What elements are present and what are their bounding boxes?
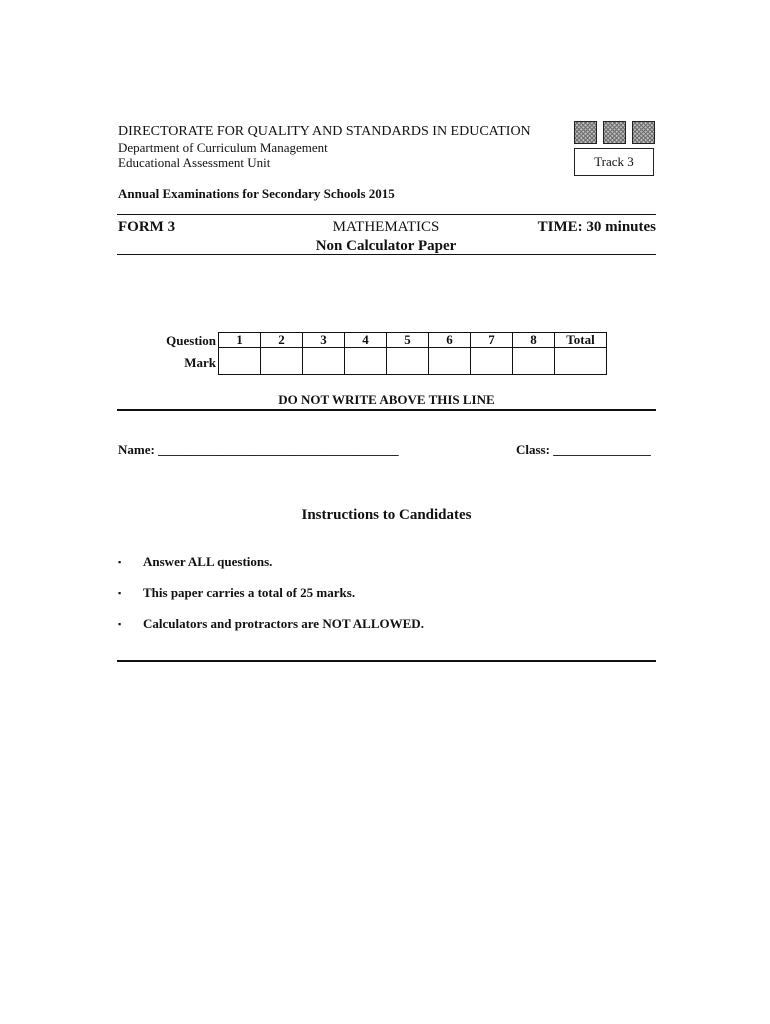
marks-table [218, 332, 607, 375]
question-number: 4 [345, 333, 387, 348]
divider [117, 214, 656, 215]
question-number: 5 [387, 333, 429, 348]
barcode-square-icon [574, 121, 597, 144]
instruction-item: Answer ALL questions. [143, 554, 273, 569]
track-box: Track 3 [574, 148, 654, 176]
question-number: 8 [513, 333, 555, 348]
class-field[interactable]: Class: _______________ [516, 442, 651, 457]
question-number: 3 [303, 333, 345, 348]
paper-subtitle: Non Calculator Paper [315, 238, 457, 254]
total-header: Total [555, 333, 607, 348]
mark-cell[interactable] [345, 348, 387, 375]
total-mark-cell[interactable] [555, 348, 607, 375]
question-number: 1 [219, 333, 261, 348]
question-number: 7 [471, 333, 513, 348]
barcode-square-icon [603, 121, 626, 144]
instructions-heading: Instructions to Candidates [301, 507, 472, 523]
mark-cell[interactable] [429, 348, 471, 375]
form-label: FORM 3 [118, 219, 176, 235]
mark-cell[interactable] [219, 348, 261, 375]
mark-cell[interactable] [471, 348, 513, 375]
unit-name: Educational Assessment Unit [118, 155, 271, 170]
question-row-label: Question [166, 333, 216, 348]
bullet-icon: ▪ [118, 619, 122, 629]
mark-cell[interactable] [261, 348, 303, 375]
department-name: Department of Curriculum Management [118, 140, 328, 155]
mark-cell[interactable] [387, 348, 429, 375]
exam-title: Annual Examinations for Secondary Schools 2015 [118, 186, 395, 201]
time-allowed: TIME: 30 minutes [537, 219, 656, 235]
subject-title: MATHEMATICS [332, 219, 440, 235]
do-not-write-notice: DO NOT WRITE ABOVE THIS LINE [278, 392, 495, 407]
barcode-square-icon [632, 121, 655, 144]
mark-cell[interactable] [513, 348, 555, 375]
divider [117, 409, 656, 411]
directorate-name: DIRECTORATE FOR QUALITY AND STANDARDS IN EDUCATION [118, 124, 531, 139]
instruction-item: This paper carries a total of 25 marks. [143, 585, 356, 600]
name-field[interactable]: Name: _____________________________________ [118, 442, 399, 457]
instruction-item: Calculators and protractors are NOT ALLOWED. [143, 616, 424, 631]
divider [117, 660, 656, 662]
bullet-icon: ▪ [118, 557, 122, 567]
question-number: 6 [429, 333, 471, 348]
bullet-icon: ▪ [118, 588, 122, 598]
divider [117, 254, 656, 255]
mark-row-label: Mark [184, 355, 216, 370]
mark-cell[interactable] [303, 348, 345, 375]
question-number: 2 [261, 333, 303, 348]
